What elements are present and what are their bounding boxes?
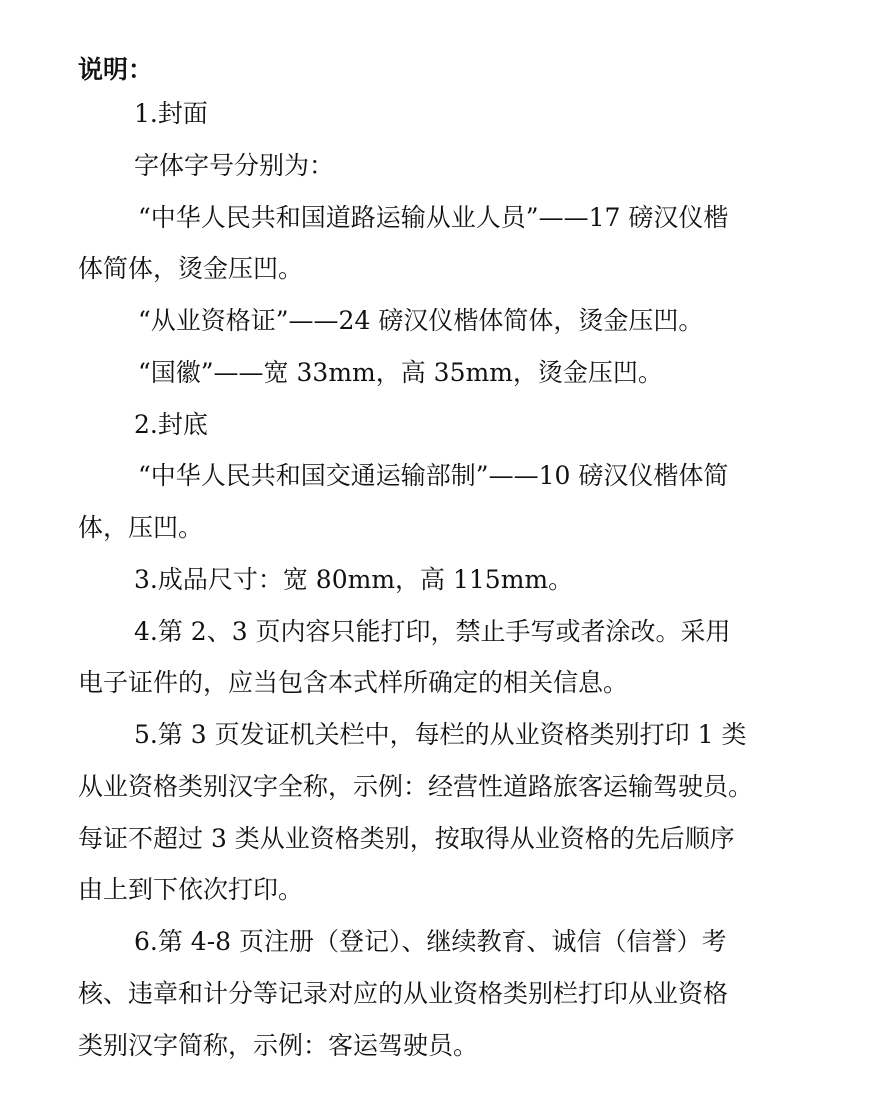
page-3-rule-line-1: 5.第 3 页发证机关栏中，每栏的从业资格类别打印 1 类 [134, 720, 747, 749]
back-cover-spec-line-1: “中华人民共和国交通运输部制”——10 磅汉仪楷体简 [138, 461, 729, 491]
finished-size-spec: 3.成品尺寸：宽 80mm，高 115mm。 [134, 564, 574, 594]
document-body [78, 96, 830, 1079]
page-2-3-rule-line-2: 电子证件的，应当包含本式样所确定的相关信息。 [78, 668, 629, 698]
page-3-rule-line-4: 由上到下依次打印。 [78, 875, 304, 905]
font-size-intro: 字体字号分别为： [134, 150, 335, 180]
cover-title-spec-line-2: 体简体，烫金压凹。 [78, 254, 304, 284]
section-cover-heading: 1.封面 [134, 99, 208, 128]
pages-4-8-rule-line-1: 6.第 4-8 页注册（登记）、继续教育、诚信（信誉）考 [134, 927, 727, 956]
cover-title-spec-line-1: “中华人民共和国道路运输从业人员”——17 磅汉仪楷 [138, 202, 729, 232]
page-3-rule-line-3: 每证不超过 3 类从业资格类别，按取得从业资格的先后顺序 [78, 823, 735, 853]
emblem-spec: “国徽”——宽 33mm，高 35mm，烫金压凹。 [138, 357, 663, 387]
certificate-title-spec: “从业资格证”——24 磅汉仪楷体简体，烫金压凹。 [138, 306, 704, 335]
back-cover-spec-line-2: 体，压凹。 [78, 513, 204, 542]
pages-4-8-rule-line-2: 核、违章和计分等记录对应的从业资格类别栏打印从业资格 [78, 978, 729, 1008]
pages-4-8-rule-line-3: 类别汉字简称，示例：客运驾驶员。 [78, 1030, 479, 1060]
page-2-3-rule-line-1: 4.第 2、3 页内容只能打印，禁止手写或者涂改。采用 [134, 616, 731, 646]
section-back-cover-heading: 2.封底 [134, 409, 208, 439]
document-title: 说明： [78, 55, 154, 84]
page-3-rule-line-2: 从业资格类别汉字全称，示例：经营性道路旅客运输驾驶员。 [78, 771, 754, 801]
